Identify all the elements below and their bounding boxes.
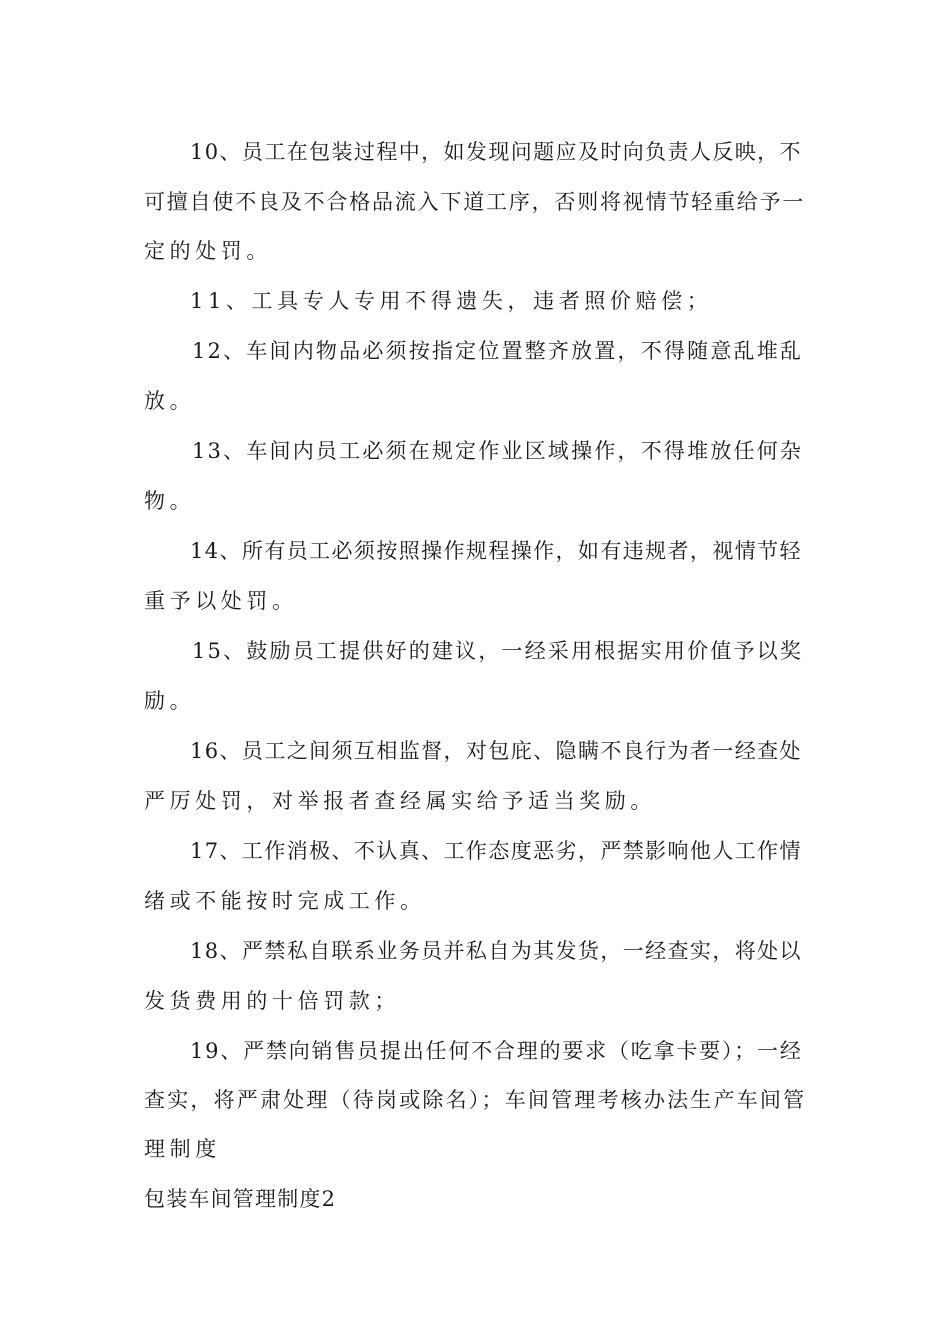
- paragraph-17-line-1: 17、工作消极、不认真、工作态度恶劣，严禁影响他人工作情: [190, 839, 802, 863]
- paragraph-12-line-1: 12、车间内物品必须按指定位置整齐放置，不得随意乱堆乱: [192, 339, 804, 363]
- paragraph-18-line-1: 18、严禁私自联系业务员并私自为其发货，一经查实，将处以: [190, 939, 802, 963]
- paragraph-10-line-2: 可擅自使不良及不合格品流入下道工序，否则将视情节轻重给予一: [144, 190, 806, 214]
- paragraph-18-line-2: 发货费用的十倍罚款；: [144, 989, 400, 1013]
- paragraph-13-line-2: 物。: [144, 489, 196, 513]
- paragraph-16-line-1: 16、员工之间须互相监督，对包庇、隐瞒不良行为者一经查处: [190, 739, 802, 763]
- paragraph-12-line-2: 放。: [144, 389, 196, 413]
- paragraph-13-line-1: 13、车间内员工必须在规定作业区域操作，不得堆放任何杂: [192, 439, 804, 463]
- paragraph-10-line-3: 定的处罚。: [144, 239, 272, 263]
- paragraph-19-line-3: 理制度: [144, 1137, 221, 1161]
- section-heading: 包装车间管理制度2: [144, 1187, 337, 1211]
- paragraph-15-line-1: 15、鼓励员工提供好的建议，一经采用根据实用价值予以奖: [192, 639, 804, 663]
- paragraph-11-line-1: 11、工具专人专用不得遗失，违者照价赔偿；: [190, 289, 713, 313]
- paragraph-19-line-2: 查实，将严肃处理（待岗或除名）；车间管理考核办法生产车间管: [144, 1088, 807, 1112]
- paragraph-14-line-2: 重予以处罚。: [144, 589, 298, 613]
- paragraph-15-line-2: 励。: [144, 689, 196, 713]
- paragraph-14-line-1: 14、所有员工必须按照操作规程操作，如有违规者，视情节轻: [190, 539, 802, 563]
- paragraph-19-line-1: 19、严禁向销售员提出任何不合理的要求（吃拿卡要）；一经: [190, 1039, 803, 1063]
- paragraph-16-line-2: 严厉处罚，对举报者查经属实给予适当奖励。: [144, 789, 656, 813]
- paragraph-17-line-2: 绪或不能按时完成工作。: [144, 889, 426, 913]
- paragraph-10-line-1: 10、员工在包装过程中，如发现问题应及时向负责人反映，不: [190, 140, 802, 164]
